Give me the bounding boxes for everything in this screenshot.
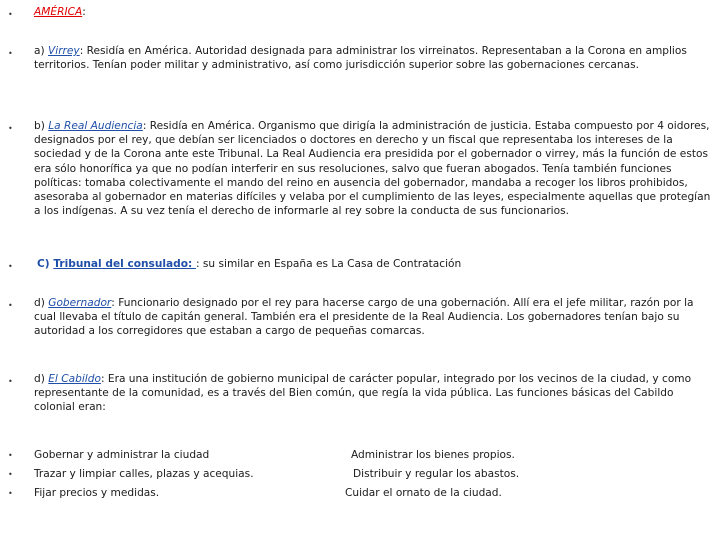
term-gobernador: Gobernador <box>48 297 112 309</box>
paragraph-consulado <box>37 257 717 271</box>
term-audiencia: La Real Audiencia <box>48 120 143 132</box>
functions-right-list <box>345 446 520 503</box>
bullet: • <box>8 262 13 271</box>
list-item: Distribuir y regular los abastos. <box>353 468 520 480</box>
bullet: • <box>8 470 13 479</box>
prefix: C) <box>37 258 54 270</box>
text-audiencia: : Residía en América. Organismo que dirigía la administración de justicia. Estaba compuesto por 4 oidores, designados por el rey, que debían ser licenciados o doctores en derecho y un fiscal que representaba los intereses de la sociedad y de la Corona ante este Tribunal. La Real Audiencia era presidida por el gobernador o virrey, más la función de estos era sólo honorífica ya que no podían interferir en sus resoluciones, salvo que fueran abogados. Tenía también funciones políticas: tomaba colectivamente el mando del reino en ausencia del gobernador, mandaba a recoger los libros prohibidos, asesoraba al gobernador en materias difíciles y velaba por el cumplimiento de las leyes, especialmente aquellas que protegían a los indígenas. A su vez tenía el derecho de informarle al rey sobre la conducta de sus funcionarios. <box>34 120 711 218</box>
prefix: d) <box>34 373 49 385</box>
text-gobernador: : Funcionario designado por el rey para hacerse cargo de una gobernación. Allí era el jefe militar, razón por la cual llevaba el título de capitán general. También era el presidente de la Real Audiencia. Los gobernadores tenían bajo su autoridad a los corregidores que estaban a cargo de pequeñas comarcas. <box>34 297 694 338</box>
text-consulado: : su similar en España es La Casa de Contratación <box>195 258 462 270</box>
section-heading <box>34 5 714 19</box>
bullet: • <box>8 124 13 133</box>
paragraph-gobernador <box>34 296 714 339</box>
bullet: • <box>8 377 13 386</box>
text-cabildo: : Era una institución de gobierno municipal de carácter popular, integrado por los vecinos de la ciudad, y como representante de la comunidad, es a través del Bien común, que regía la vida pública. Las funciones básicas del Cabildo colonial eran: <box>34 373 692 414</box>
list-item: Gobernar y administrar la ciudad <box>34 449 210 461</box>
list-item: Trazar y limpiar calles, plazas y acequias. <box>34 468 254 480</box>
text-virrey: : Residía en América. Autoridad designada para administrar los virreinatos. Representaban a la Corona en amplios territorios. Tenían poder militar y administrativo, así como jurisdicción superior sobre las gobernaciones cercanas. <box>34 45 687 72</box>
prefix: b) <box>34 120 49 132</box>
list-item: Fijar precios y medidas. <box>34 487 160 499</box>
list-item: Administrar los bienes propios. <box>351 449 515 461</box>
term-cabildo: El Cabildo <box>48 373 101 385</box>
bullet: • <box>8 10 13 19</box>
prefix: a) <box>34 45 48 57</box>
list-item: Cuidar el ornato de la ciudad. <box>345 487 502 499</box>
paragraph-cabildo <box>34 372 714 415</box>
term-consulado: Tribunal del consulado: <box>53 258 196 270</box>
functions-left-list <box>34 446 254 503</box>
bullet: • <box>8 49 13 58</box>
bullet: • <box>8 489 13 498</box>
bullet: • <box>8 301 13 310</box>
prefix: d) <box>34 297 49 309</box>
term-virrey: Virrey <box>48 45 80 57</box>
bullet: • <box>8 451 13 460</box>
paragraph-audiencia <box>34 119 714 218</box>
paragraph-virrey <box>34 44 714 72</box>
heading-america: AMÉRICA <box>34 6 83 18</box>
heading-colon: : <box>82 6 86 18</box>
